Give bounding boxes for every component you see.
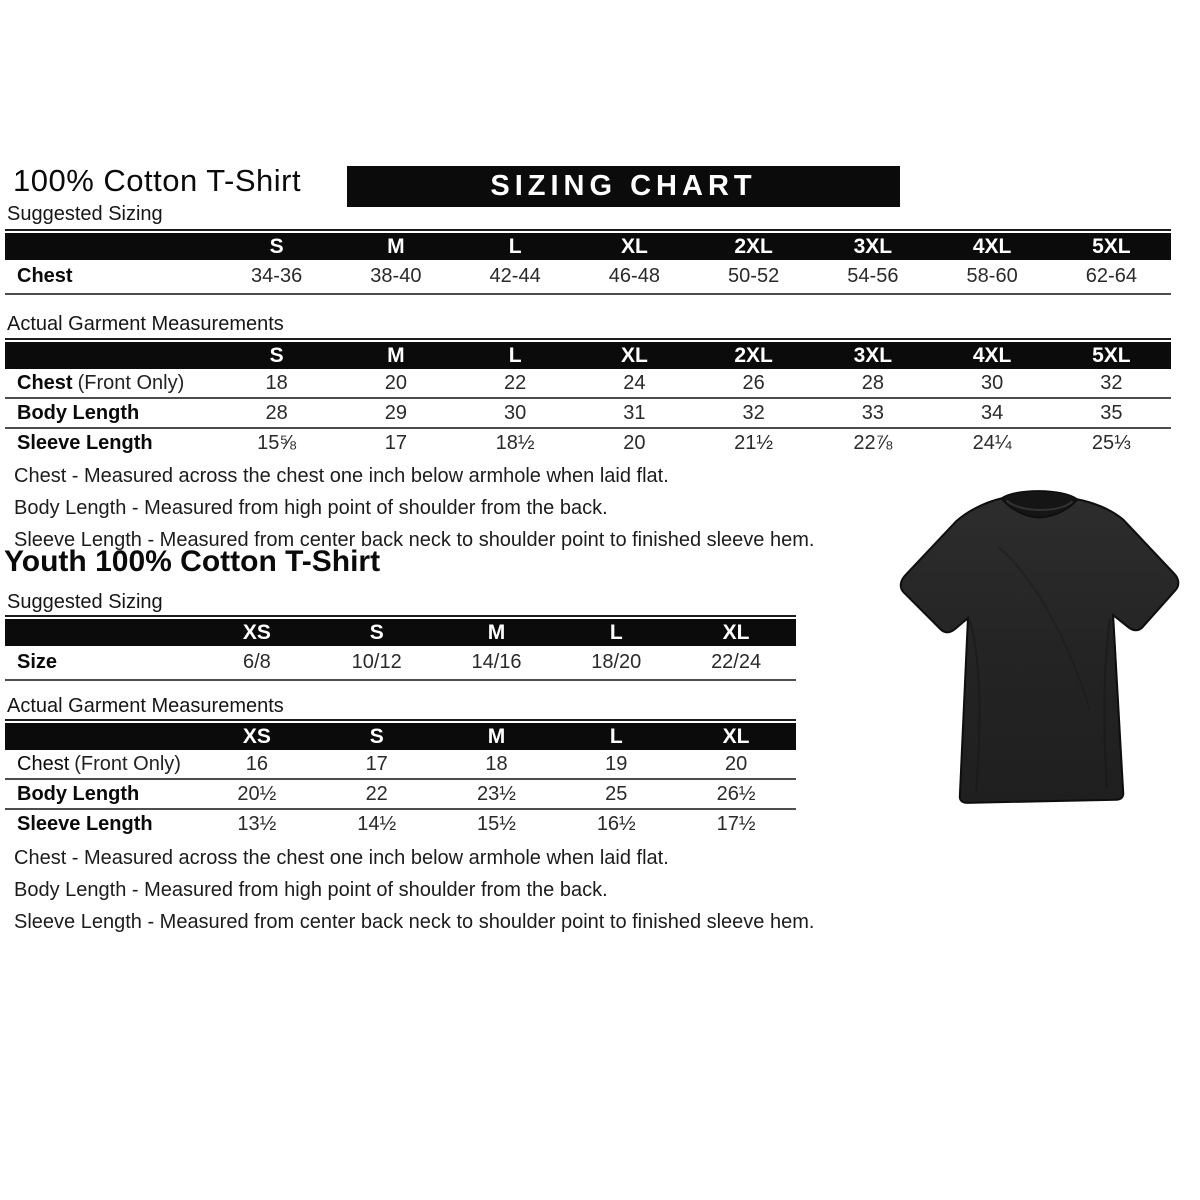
size-value-cell: 18½: [495, 431, 535, 454]
youth-suggested-sizing-table: [5, 615, 796, 681]
adult-garment-measurements-table: [5, 338, 1171, 457]
size-value-cell: 18/20: [556, 646, 676, 680]
tshirt-image: [886, 476, 1192, 816]
size-value-cell: 24: [575, 369, 694, 398]
size-value-cell: 20½: [197, 779, 317, 809]
chest-row: [5, 260, 1171, 294]
size-value-cell: 20: [336, 369, 455, 398]
size-value-cell: 30: [456, 398, 575, 428]
size-value-cell: 22: [317, 779, 437, 809]
size-column-header: 5XL: [1052, 342, 1171, 369]
size-column-header: 2XL: [694, 233, 813, 260]
size-value-cell: 20: [676, 750, 796, 779]
size-value-cell: 42-44: [456, 260, 575, 294]
size-value-cell: 22/24: [676, 646, 796, 680]
size-column-header: L: [456, 342, 575, 369]
row-label-main: Chest: [17, 371, 73, 394]
note-line: Sleeve Length - Measured from center back neck to shoulder point to finished sleeve hem.: [14, 529, 815, 551]
adult-suggested-sizing-label: Suggested Sizing: [7, 203, 163, 225]
chest-row: [5, 369, 1171, 398]
size-value-cell: 33: [813, 398, 932, 428]
body-length-row: [5, 779, 796, 809]
size-column-header: XS: [197, 723, 317, 750]
note-line: Body Length - Measured from high point of shoulder from the back.: [14, 879, 608, 901]
size-value-cell: 6/8: [197, 646, 317, 680]
size-value-cell: 34-36: [217, 260, 336, 294]
row-label: [5, 750, 197, 779]
size-column-header: 5XL: [1052, 233, 1171, 260]
row-label: [5, 369, 217, 398]
size-column-header: XL: [575, 233, 694, 260]
size-value-cell: 26½: [676, 779, 796, 809]
size-row: [5, 646, 796, 680]
chest-row: [5, 750, 796, 779]
size-value-cell: 38-40: [336, 260, 455, 294]
size-column-header: 2XL: [694, 342, 813, 369]
row-label-note: (Front Only): [74, 752, 181, 775]
size-column-header: 3XL: [813, 342, 932, 369]
note-line: Chest - Measured across the chest one inch below armhole when laid flat.: [14, 465, 669, 487]
adult-garment-measurements-label: Actual Garment Measurements: [7, 313, 284, 335]
youth-section-title: Youth 100% Cotton T-Shirt: [4, 545, 381, 578]
size-column-header: M: [336, 233, 455, 260]
size-value-cell: 58-60: [933, 260, 1052, 294]
size-column-header: S: [217, 342, 336, 369]
adult-suggested-sizing-table: [5, 229, 1171, 295]
size-value-cell: 17: [384, 431, 407, 454]
size-column-header: XS: [197, 619, 317, 646]
size-column-header: XL: [676, 723, 796, 750]
body-length-row: [5, 398, 1171, 428]
youth-garment-measurements-table: [5, 719, 796, 838]
note-line: Sleeve Length - Measured from center back neck to shoulder point to finished sleeve hem.: [14, 911, 815, 933]
size-value-cell: 15⅝: [257, 431, 297, 454]
sleeve-length-row: [5, 809, 796, 838]
tshirt-body: [901, 498, 1179, 802]
size-value-cell: 16: [197, 750, 317, 779]
size-value-cell: 31: [575, 398, 694, 428]
size-column-header: S: [217, 233, 336, 260]
size-value-cell: 18: [217, 369, 336, 398]
size-value-cell: 22: [456, 369, 575, 398]
row-label-header: [5, 619, 197, 646]
size-value-cell: 23½: [437, 779, 557, 809]
size-value-cell: 35: [1052, 398, 1171, 428]
note-line: Chest - Measured across the chest one inch below armhole when laid flat.: [14, 847, 669, 869]
size-value-cell: 30: [933, 369, 1052, 398]
youth-suggested-sizing-label: Suggested Sizing: [7, 591, 163, 613]
size-column-header: XL: [575, 342, 694, 369]
size-value-cell: 24¼: [972, 431, 1012, 454]
size-value-cell: 15½: [477, 812, 516, 835]
size-column-header: 3XL: [813, 233, 932, 260]
size-column-header: M: [336, 342, 455, 369]
size-value-cell: 32: [694, 398, 813, 428]
size-value-cell: 25⅓: [1091, 431, 1131, 454]
size-value-cell: 25: [556, 779, 676, 809]
note-line: Body Length - Measured from high point of shoulder from the back.: [14, 497, 608, 519]
size-header-row: [5, 619, 796, 646]
row-label: Sleeve Length: [17, 431, 153, 454]
size-column-header: M: [437, 619, 557, 646]
size-value-cell: 17: [317, 750, 437, 779]
size-value-cell: 20: [623, 431, 646, 454]
row-label: Sleeve Length: [17, 812, 153, 835]
size-value-cell: 13½: [237, 812, 277, 835]
row-label-header: [5, 723, 197, 750]
row-label: Body Length: [5, 779, 197, 809]
youth-garment-measurements-label: Actual Garment Measurements: [7, 695, 284, 717]
size-column-header: L: [556, 723, 676, 750]
size-column-header: 4XL: [933, 342, 1052, 369]
size-value-cell: 62-64: [1052, 260, 1171, 294]
size-value-cell: 17½: [716, 812, 756, 835]
size-value-cell: 16½: [596, 812, 636, 835]
size-value-cell: 21½: [734, 431, 774, 454]
size-value-cell: 18: [437, 750, 557, 779]
size-value-cell: 28: [813, 369, 932, 398]
size-value-cell: 46-48: [575, 260, 694, 294]
size-value-cell: 26: [694, 369, 813, 398]
size-value-cell: 34: [933, 398, 1052, 428]
row-label-header: [5, 233, 217, 260]
size-value-cell: 50-52: [694, 260, 813, 294]
row-label-note: (Front Only): [77, 371, 185, 394]
size-column-header: S: [317, 723, 437, 750]
size-column-header: S: [317, 619, 437, 646]
sizing-chart-banner: SIZING CHART: [347, 166, 900, 207]
size-column-header: M: [437, 723, 557, 750]
size-column-header: 4XL: [933, 233, 1052, 260]
size-header-row: [5, 233, 1171, 260]
size-value-cell: 54-56: [813, 260, 932, 294]
size-value-cell: 29: [336, 398, 455, 428]
size-column-header: XL: [676, 619, 796, 646]
size-value-cell: 14½: [357, 812, 397, 835]
row-label: Chest: [5, 260, 217, 294]
row-label: Size: [5, 646, 197, 680]
size-column-header: L: [556, 619, 676, 646]
size-value-cell: 14/16: [437, 646, 557, 680]
size-value-cell: 28: [217, 398, 336, 428]
row-label-header: [5, 342, 217, 369]
row-label: Body Length: [5, 398, 217, 428]
sleeve-length-row: [5, 428, 1171, 457]
row-label-main: Chest: [17, 752, 70, 775]
page-title: 100% Cotton T-Shirt: [13, 163, 302, 198]
size-value-cell: 19: [556, 750, 676, 779]
size-header-row: [5, 342, 1171, 369]
size-value-cell: 22⅞: [853, 431, 893, 454]
size-value-cell: 32: [1052, 369, 1171, 398]
size-header-row: [5, 723, 796, 750]
adult-measurement-notes: [14, 460, 814, 556]
size-value-cell: 10/12: [317, 646, 437, 680]
youth-measurement-notes: [14, 842, 814, 938]
size-column-header: L: [456, 233, 575, 260]
